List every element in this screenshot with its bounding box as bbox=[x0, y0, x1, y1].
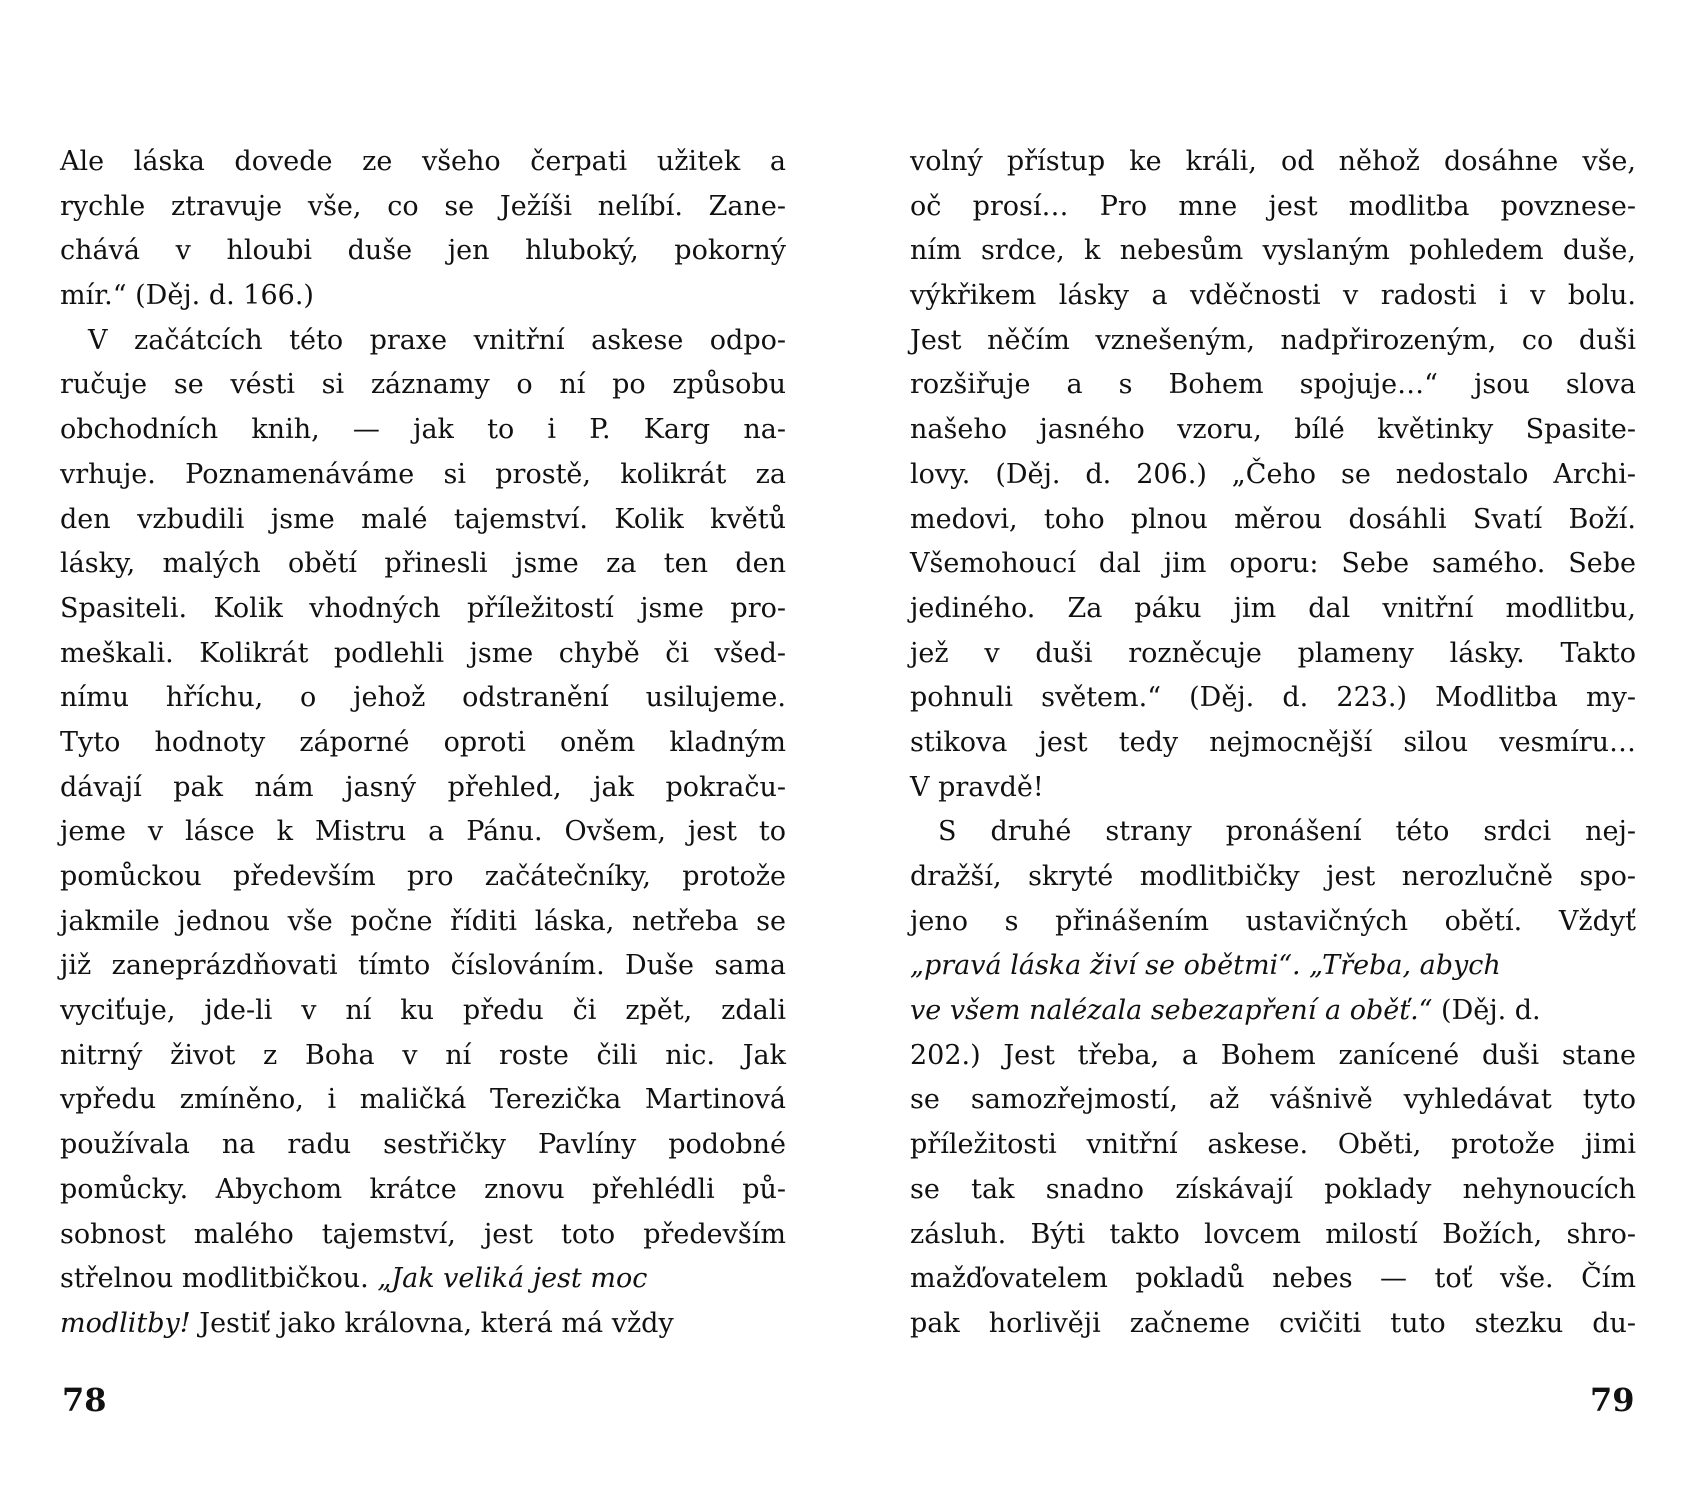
text-line: obchodních knih, — jak to i P. Karg na- bbox=[60, 414, 786, 446]
italic-quote: „Jak veliká jest moc bbox=[368, 1263, 648, 1295]
text-span: (Děj. d. bbox=[1432, 995, 1541, 1027]
text-line: se tak snadno získávají poklady nehynoucích bbox=[910, 1173, 1636, 1205]
text-line: dávají pak nám jasný přehled, jak pokraču- bbox=[60, 771, 786, 803]
text-line: vyciťuje, jde-li v ní ku předu či zpět, zdali bbox=[60, 995, 786, 1027]
italic-quote: ve všem nalézala sebezapření a oběť.“ bbox=[910, 995, 1433, 1027]
text-line: vpředu zmíněno, i maličká Terezička Martinová bbox=[60, 1084, 786, 1116]
text-line: jakmile jednou vše počne říditi láska, netřeba se bbox=[60, 905, 786, 937]
text-line: pomůcky. Abychom krátce znovu přehlédli pů- bbox=[60, 1173, 786, 1205]
text-line: ručuje se vésti si záznamy o ní po způsobu bbox=[60, 369, 786, 401]
text-line: Ale láska dovede ze všeho čerpati užitek a bbox=[60, 146, 786, 177]
text-line: rozšiřuje a s Bohem spojuje…“ jsou slova bbox=[910, 369, 1636, 401]
text-line: vrhuje. Poznamenáváme si prostě, kolikrát za bbox=[60, 458, 786, 490]
text-line: pomůckou především pro začátečníky, protože bbox=[60, 861, 786, 892]
text-line: jediného. Za páku jim dal vnitřní modlitbu, bbox=[910, 592, 1636, 624]
text-line: S druhé strany pronášení této srdci nej- bbox=[938, 816, 1636, 848]
italic-quote: modlitby! bbox=[60, 1307, 191, 1339]
text-line: mír.“ (Děj. d. 166.) bbox=[60, 280, 314, 312]
text-line: stikova jest tedy nejmocnější silou vesmíru… bbox=[910, 726, 1636, 758]
left-page bbox=[60, 140, 786, 1347]
text-line: Spasiteli. Kolik vhodných příležitostí jsme pro- bbox=[60, 592, 786, 624]
text-line: lásky, malých obětí přinesli jsme za ten den bbox=[60, 548, 786, 580]
text-line: V začátcích této praxe vnitřní askese odpo- bbox=[88, 324, 786, 356]
text-line: se samozřejmostí, až vášnivě vyhledávat tyto bbox=[910, 1084, 1636, 1116]
text-line: nitrný život z Boha v ní roste čili nic. Jak bbox=[60, 1039, 786, 1071]
text-line: pak horlivěji začneme cvičiti tuto stezku du- bbox=[910, 1307, 1636, 1339]
text-line: chává v hloubi duše jen hluboký, pokorný bbox=[60, 235, 786, 267]
text-line: používala na radu sestřičky Pavlíny podobné bbox=[60, 1129, 786, 1161]
text-line: jeno s přinášením ustavičných obětí. Vždyť bbox=[910, 905, 1636, 937]
text-line: V pravdě! bbox=[910, 771, 1044, 803]
text-line: rychle ztravuje vše, co se Ježíši nelíbí. Zane- bbox=[60, 190, 786, 222]
text-line: lovy. (Děj. d. 206.) „Čeho se nedostalo Archi- bbox=[910, 458, 1636, 490]
text-line bbox=[60, 1257, 786, 1302]
italic-quote: „pravá láska živí se obětmi“. bbox=[910, 950, 1301, 982]
text-line: 202.) Jest třeba, a Bohem zanícené duši stane bbox=[910, 1039, 1636, 1071]
text-line bbox=[910, 944, 1636, 989]
text-line: jeme v lásce k Mistru a Pánu. Ovšem, jest to bbox=[60, 816, 786, 848]
text-line: pohnuli světem.“ (Děj. d. 223.) Modlitba my- bbox=[910, 682, 1636, 714]
text-line: Tyto hodnoty záporné oproti oněm kladným bbox=[60, 726, 786, 758]
text-line: Jest něčím vznešeným, nadpřirozeným, co duši bbox=[910, 324, 1636, 356]
text-line bbox=[60, 1302, 786, 1347]
text-line: výkřikem lásky a vděčnosti v radosti i v bolu. bbox=[910, 280, 1636, 312]
text-line: volný přístup ke králi, od něhož dosáhne vše, bbox=[910, 146, 1636, 177]
text-line: sobnost malého tajemství, jest toto především bbox=[60, 1218, 786, 1250]
text-line: dražší, skryté modlitbičky jest nerozlučně spo- bbox=[910, 861, 1636, 892]
text-line bbox=[910, 989, 1636, 1034]
page-number: 79 bbox=[1590, 1381, 1635, 1419]
page-number: 78 bbox=[62, 1381, 107, 1419]
text-line: mažďovatelem pokladů nebes — toť vše. Čím bbox=[910, 1263, 1636, 1295]
text-line: den vzbudili jsme malé tajemství. Kolik květů bbox=[60, 503, 786, 535]
text-span: Jestiť jako královna, která má vždy bbox=[190, 1307, 674, 1339]
text-line: Všemohoucí dal jim oporu: Sebe samého. Sebe bbox=[910, 548, 1636, 580]
text-line: našeho jasného vzoru, bílé květinky Spasite- bbox=[910, 414, 1636, 446]
text-line: meškali. Kolikrát podlehli jsme chybě či všed- bbox=[60, 637, 786, 669]
right-page bbox=[910, 140, 1636, 1347]
text-line: již zaneprázdňovati tímto číslováním. Duše sama bbox=[60, 950, 786, 982]
italic-quote: „Třeba, abych bbox=[1300, 950, 1501, 982]
text-line: medovi, toho plnou měrou dosáhli Svatí Boží. bbox=[910, 503, 1636, 535]
text-line: jež v duši rozněcuje plameny lásky. Takto bbox=[910, 637, 1636, 669]
text-line: zásluh. Býti takto lovcem milostí Božích, shro- bbox=[910, 1218, 1636, 1250]
text-line: oč prosí… Pro mne jest modlitba povznese- bbox=[910, 190, 1636, 222]
text-line: nímu hříchu, o jehož odstranění usilujeme. bbox=[60, 682, 786, 714]
text-line: ním srdce, k nebesům vyslaným pohledem duše, bbox=[910, 235, 1636, 267]
text-line: příležitosti vnitřní askese. Oběti, protože jimi bbox=[910, 1129, 1636, 1161]
text-span: střelnou modlitbičkou. bbox=[60, 1263, 369, 1295]
